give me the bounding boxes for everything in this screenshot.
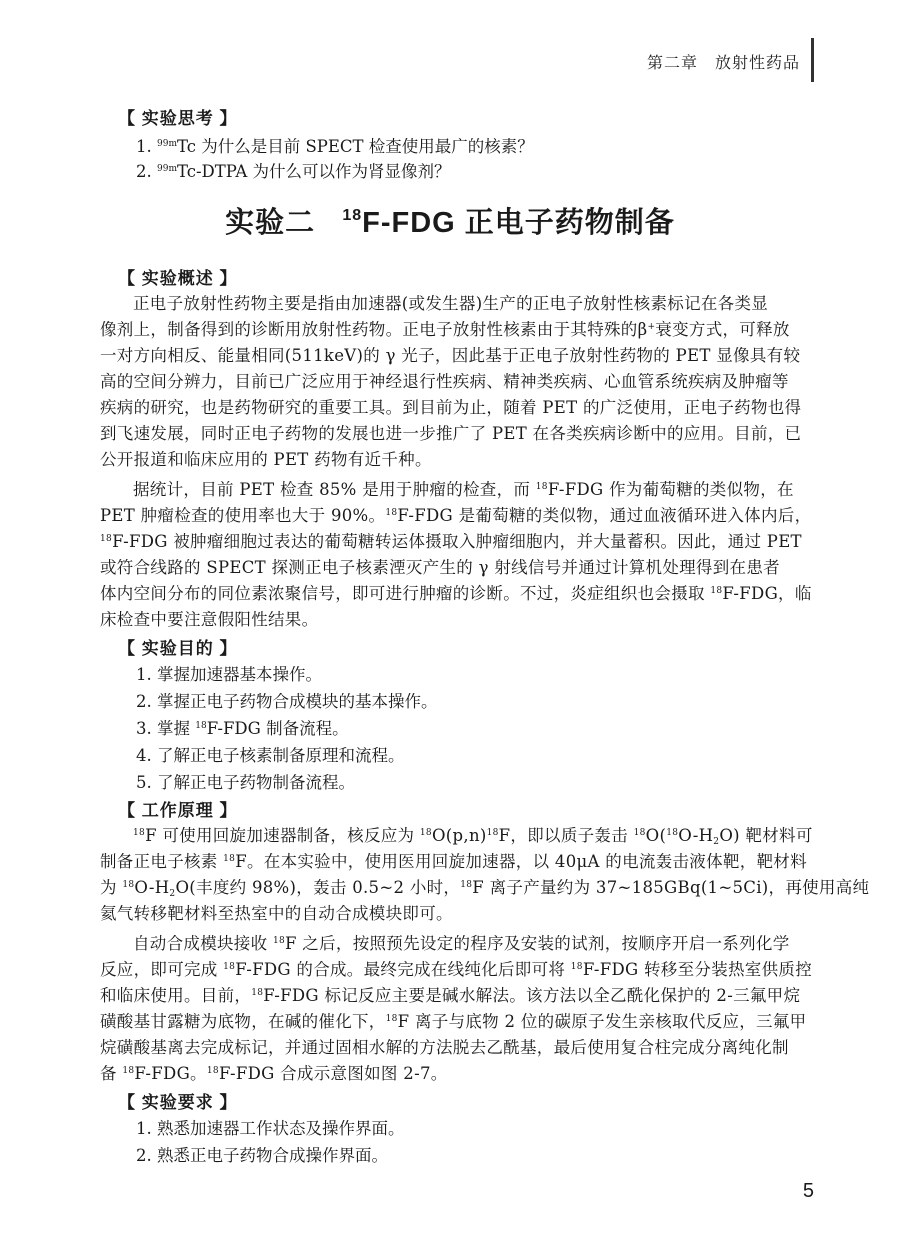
paragraph-line: $^{18}$F-FDG 被肿瘤细胞过表达的葡萄糖转运体摄取入肿瘤细胞内，并大量蓄积。因此，通过 PET: [100, 532, 802, 551]
paragraph-line: 烷磺酸基离去完成标记，并通过固相水解的方法脱去乙酰基，最后使用复合柱完成分离纯化制: [100, 1038, 789, 1057]
list-item: 2. 熟悉正电子药物合成操作界面。: [136, 1146, 388, 1165]
section-label-requirements: 【 实验要求 】: [118, 1093, 238, 1112]
paragraph-line: 疾病的研究，也是药物研究的重要工具。到目前为止，随着 PET 的广泛使用，正电子药物也得: [100, 398, 802, 417]
list-item: 5. 了解正电子药物制备流程。: [136, 773, 355, 792]
paragraph-line: 像剂上，制备得到的诊断用放射性药物。正电子放射性核素由于其特殊的β+衰变方式，可释放: [100, 320, 790, 339]
list-item: 1. $^{99m}$Tc 为什么是目前 SPECT 检查使用最广的核素？: [136, 137, 534, 156]
paragraph-line: 反应，即可完成 $^{18}$F-FDG 的合成。最终完成在线纯化后即可将 $^{18}$F-FDG 转移至分装热室供质控: [100, 960, 812, 979]
paragraph-line: 制备正电子核素 $^{18}$F。在本实验中，使用医用回旋加速器，以 40μA 的电流轰击液体靶，靶材料: [100, 852, 807, 871]
list-item: 2. 掌握正电子药物合成模块的基本操作。: [136, 692, 438, 711]
paragraph-line: 体内空间分布的同位素浓聚信号，即可进行肿瘤的诊断。不过，炎症组织也会摄取 $^{18}$F-FDG，临: [100, 584, 812, 603]
list-item: 2. $^{99m}$Tc-DTPA 为什么可以作为肾显像剂？: [136, 162, 451, 181]
paragraph-line: $^{18}$F 可使用回旋加速器制备，核反应为 $^{18}O(p,n)^{18}F$，即以质子轰击 $^{18}O(^{18}O-H_2O)$ 靶材料可: [133, 826, 813, 847]
section-label-principle: 【 工作原理 】: [118, 801, 238, 820]
section-label-purpose: 【 实验目的 】: [118, 639, 238, 658]
paragraph-line: 据统计，目前 PET 检查 85% 是用于肿瘤的检查，而 $^{18}$F-FDG 作为葡萄糖的类似物，在: [133, 480, 794, 499]
paragraph-line: 到飞速发展，同时正电子药物的发展也进一步推广了 PET 在各类疾病诊断中的应用。目前，已: [100, 424, 802, 443]
paragraph-line: 氦气转移靶材料至热室中的自动合成模块即可。: [100, 904, 453, 923]
list-item: 4. 了解正电子核素制备原理和流程。: [136, 746, 405, 765]
experiment-title: 实验二 $^{18}$F-FDG 正电子药物制备: [225, 207, 675, 239]
header-rule: [811, 38, 814, 82]
paragraph-line: 床检查中要注意假阳性结果。: [100, 610, 319, 629]
paragraph-line: 公开报道和临床应用的 PET 药物有近千种。: [100, 450, 432, 469]
list-item: 3. 掌握 $^{18}$F-FDG 制备流程。: [136, 719, 349, 738]
paragraph-line: 为 $^{18}O-H_2O$(丰度约 98%)，轰击 0.5~2 小时，$^{18}$F 离子产量约为 37~185GBq(1~5Ci)，再使用高纯: [100, 878, 870, 899]
paragraph-line: 高的空间分辨力，目前已广泛应用于神经退行性疾病、精神类疾病、心血管系统疾病及肿瘤等: [100, 372, 789, 391]
list-item: 1. 掌握加速器基本操作。: [136, 665, 322, 684]
paragraph-line: 一对方向相反、能量相同(511keV)的 γ 光子，因此基于正电子放射性药物的 PET 显像具有较: [100, 346, 801, 365]
paragraph-line: PET 肿瘤检查的使用率也大于 90%。$^{18}$F-FDG 是葡萄糖的类似物，通过血液循环进入体内后，: [100, 506, 812, 525]
paragraph-line: 或符合线路的 SPECT 探测正电子核素湮灭产生的 γ 射线信号并通过计算机处理得到在患者: [100, 558, 780, 577]
paragraph-line: 和临床使用。目前，$^{18}$F-FDG 标记反应主要是碱水解法。该方法以全乙酰化保护的 2-三氟甲烷: [100, 986, 801, 1005]
section-label-overview: 【 实验概述 】: [118, 269, 238, 288]
section-label-think: 【 实验思考 】: [118, 109, 238, 128]
paragraph-line: 自动合成模块接收 $^{18}$F 之后，按照预先设定的程序及安装的试剂，按顺序开启一系列化学: [133, 934, 790, 953]
running-header: [0, 48, 900, 84]
chapter-label: 第二章 放射性药品: [646, 55, 800, 72]
paragraph-line: 正电子放射性药物主要是指由加速器(或发生器)生产的正电子放射性核素标记在各类显: [133, 294, 769, 313]
paragraph-line: 备 $^{18}$F-FDG。$^{18}$F-FDG 合成示意图如图 2-7。: [100, 1064, 448, 1083]
list-item: 1. 熟悉加速器工作状态及操作界面。: [136, 1119, 405, 1138]
paragraph-line: 磺酸基甘露糖为底物，在碱的催化下，$^{18}$F 离子与底物 2 位的碳原子发生亲核取代反应，三氟甲: [100, 1012, 807, 1031]
page-number: 5: [802, 1180, 814, 1202]
